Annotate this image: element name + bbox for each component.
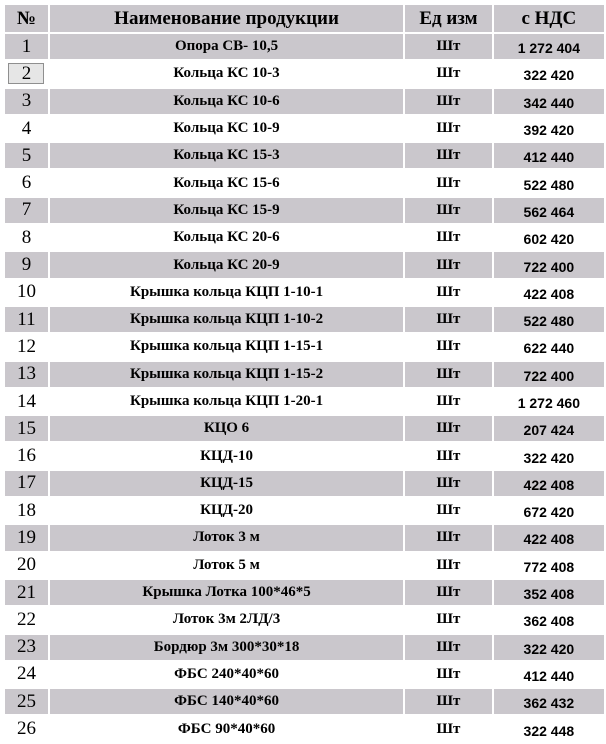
row-number-cell: 23 [5, 635, 48, 660]
row-number-cell: 13 [5, 362, 48, 387]
table-row[interactable] [5, 307, 604, 332]
price-cell: 352 408 [494, 580, 604, 605]
price-cell: 322 448 [494, 716, 604, 741]
row-number-cell: 14 [5, 389, 48, 414]
product-name-cell: Кольца КС 15-3 [50, 143, 403, 168]
table-row[interactable] [5, 635, 604, 660]
row-number-cell: 11 [5, 307, 48, 332]
price-cell: 722 400 [494, 362, 604, 387]
row-number-cell: 18 [5, 498, 48, 523]
unit-cell: Шт [405, 553, 491, 578]
product-name-cell: ФБС 240*40*60 [50, 662, 403, 687]
table-body [5, 34, 604, 742]
unit-cell: Шт [405, 689, 491, 714]
price-cell: 1 272 460 [494, 389, 604, 414]
unit-cell: Шт [405, 225, 491, 250]
unit-cell: Шт [405, 662, 491, 687]
row-number-cell: 16 [5, 443, 48, 468]
table-row[interactable] [5, 225, 604, 250]
row-number-cell: 19 [5, 525, 48, 550]
price-cell: 562 464 [494, 198, 604, 223]
product-name-cell: Кольца КС 15-6 [50, 170, 403, 195]
product-name-cell: Крышка кольца КЦП 1-15-1 [50, 334, 403, 359]
table-row[interactable] [5, 716, 604, 741]
unit-cell: Шт [405, 580, 491, 605]
header-unit: Ед изм [405, 5, 491, 32]
row-number-cell: 3 [5, 89, 48, 114]
selected-cell[interactable] [5, 61, 48, 86]
product-name-cell: КЦО 6 [50, 416, 403, 441]
product-name-cell: Крышка Лотка 100*46*5 [50, 580, 403, 605]
row-number-cell: 25 [5, 689, 48, 714]
product-name-cell: ФБС 140*40*60 [50, 689, 403, 714]
unit-cell: Шт [405, 471, 491, 496]
row-number-cell: 17 [5, 471, 48, 496]
product-name-cell: Опора СВ- 10,5 [50, 34, 403, 59]
table-row[interactable] [5, 443, 604, 468]
unit-cell: Шт [405, 443, 491, 468]
row-number-cell: 24 [5, 662, 48, 687]
unit-cell: Шт [405, 170, 491, 195]
row-number-cell: 26 [5, 716, 48, 741]
unit-cell: Шт [405, 116, 491, 141]
product-name-cell: Лоток 5 м [50, 553, 403, 578]
table-row[interactable] [5, 416, 604, 441]
price-cell: 1 272 404 [494, 34, 604, 59]
table-row[interactable] [5, 334, 604, 359]
table-row[interactable] [5, 525, 604, 550]
header-price: с НДС [494, 5, 604, 32]
price-cell: 622 440 [494, 334, 604, 359]
row-number-cell: 6 [5, 170, 48, 195]
table-row[interactable] [5, 252, 604, 277]
price-cell: 722 400 [494, 252, 604, 277]
price-cell: 412 440 [494, 662, 604, 687]
unit-cell: Шт [405, 389, 491, 414]
table-row[interactable] [5, 389, 604, 414]
row-number-cell: 21 [5, 580, 48, 605]
table-row[interactable] [5, 362, 604, 387]
product-name-cell: Лоток 3м 2ЛД/3 [50, 607, 403, 632]
unit-cell: Шт [405, 89, 491, 114]
unit-cell: Шт [405, 334, 491, 359]
table-row[interactable] [5, 607, 604, 632]
product-name-cell: Крышка кольца КЦП 1-15-2 [50, 362, 403, 387]
row-number-cell: 4 [5, 116, 48, 141]
unit-cell: Шт [405, 362, 491, 387]
row-number-cell: 10 [5, 280, 48, 305]
unit-cell: Шт [405, 280, 491, 305]
row-number-cell: 9 [5, 252, 48, 277]
price-cell: 342 440 [494, 89, 604, 114]
price-cell: 602 420 [494, 225, 604, 250]
price-list-sheet [3, 3, 606, 744]
table-row[interactable] [5, 580, 604, 605]
row-number-cell: 20 [5, 553, 48, 578]
unit-cell: Шт [405, 716, 491, 741]
unit-cell: Шт [405, 307, 491, 332]
price-cell: 362 432 [494, 689, 604, 714]
table-row[interactable] [5, 553, 604, 578]
product-name-cell: КЦД-15 [50, 471, 403, 496]
table-row[interactable] [5, 280, 604, 305]
table-row[interactable] [5, 89, 604, 114]
product-name-cell: ФБС 90*40*60 [50, 716, 403, 741]
price-cell: 412 440 [494, 143, 604, 168]
unit-cell: Шт [405, 635, 491, 660]
product-name-cell: Кольца КС 15-9 [50, 198, 403, 223]
price-cell: 392 420 [494, 116, 604, 141]
table-row[interactable] [5, 116, 604, 141]
table-row[interactable] [5, 198, 604, 223]
row-number-cell: 15 [5, 416, 48, 441]
unit-cell: Шт [405, 34, 491, 59]
unit-cell: Шт [405, 198, 491, 223]
table-row[interactable] [5, 471, 604, 496]
product-name-cell: Крышка кольца КЦП 1-10-1 [50, 280, 403, 305]
price-cell: 422 408 [494, 280, 604, 305]
table-row[interactable] [5, 662, 604, 687]
price-cell: 672 420 [494, 498, 604, 523]
unit-cell: Шт [405, 61, 491, 86]
product-name-cell: Лоток 3 м [50, 525, 403, 550]
unit-cell: Шт [405, 416, 491, 441]
price-cell: 522 480 [494, 170, 604, 195]
unit-cell: Шт [405, 143, 491, 168]
price-cell: 422 408 [494, 525, 604, 550]
row-number-cell: 7 [5, 198, 48, 223]
table-row[interactable] [5, 689, 604, 714]
price-cell: 522 480 [494, 307, 604, 332]
row-number-cell: 22 [5, 607, 48, 632]
product-name-cell: Кольца КС 10-6 [50, 89, 403, 114]
table-row[interactable] [5, 34, 604, 59]
price-cell: 362 408 [494, 607, 604, 632]
price-cell: 422 408 [494, 471, 604, 496]
table-row[interactable] [5, 61, 604, 86]
price-table [3, 3, 606, 744]
product-name-cell: КЦД-20 [50, 498, 403, 523]
product-name-cell: Кольца КС 20-9 [50, 252, 403, 277]
product-name-cell: Кольца КС 20-6 [50, 225, 403, 250]
unit-cell: Шт [405, 252, 491, 277]
row-number-label: 2 [8, 63, 44, 84]
table-row[interactable] [5, 498, 604, 523]
unit-cell: Шт [405, 498, 491, 523]
table-row[interactable] [5, 170, 604, 195]
table-row[interactable] [5, 143, 604, 168]
row-number-cell: 5 [5, 143, 48, 168]
product-name-cell: КЦД-10 [50, 443, 403, 468]
price-cell: 322 420 [494, 635, 604, 660]
header-num: № [5, 5, 48, 32]
product-name-cell: Кольца КС 10-9 [50, 116, 403, 141]
unit-cell: Шт [405, 607, 491, 632]
product-name-cell: Крышка кольца КЦП 1-20-1 [50, 389, 403, 414]
product-name-cell: Бордюр 3м 300*30*18 [50, 635, 403, 660]
price-cell: 772 408 [494, 553, 604, 578]
header-name: Наименование продукции [50, 5, 403, 32]
price-cell: 207 424 [494, 416, 604, 441]
row-number-cell: 8 [5, 225, 48, 250]
price-cell: 322 420 [494, 61, 604, 86]
price-cell: 322 420 [494, 443, 604, 468]
product-name-cell: Крышка кольца КЦП 1-10-2 [50, 307, 403, 332]
row-number-cell: 12 [5, 334, 48, 359]
header-row [5, 5, 604, 32]
row-number-cell: 1 [5, 34, 48, 59]
unit-cell: Шт [405, 525, 491, 550]
product-name-cell: Кольца КС 10-3 [50, 61, 403, 86]
